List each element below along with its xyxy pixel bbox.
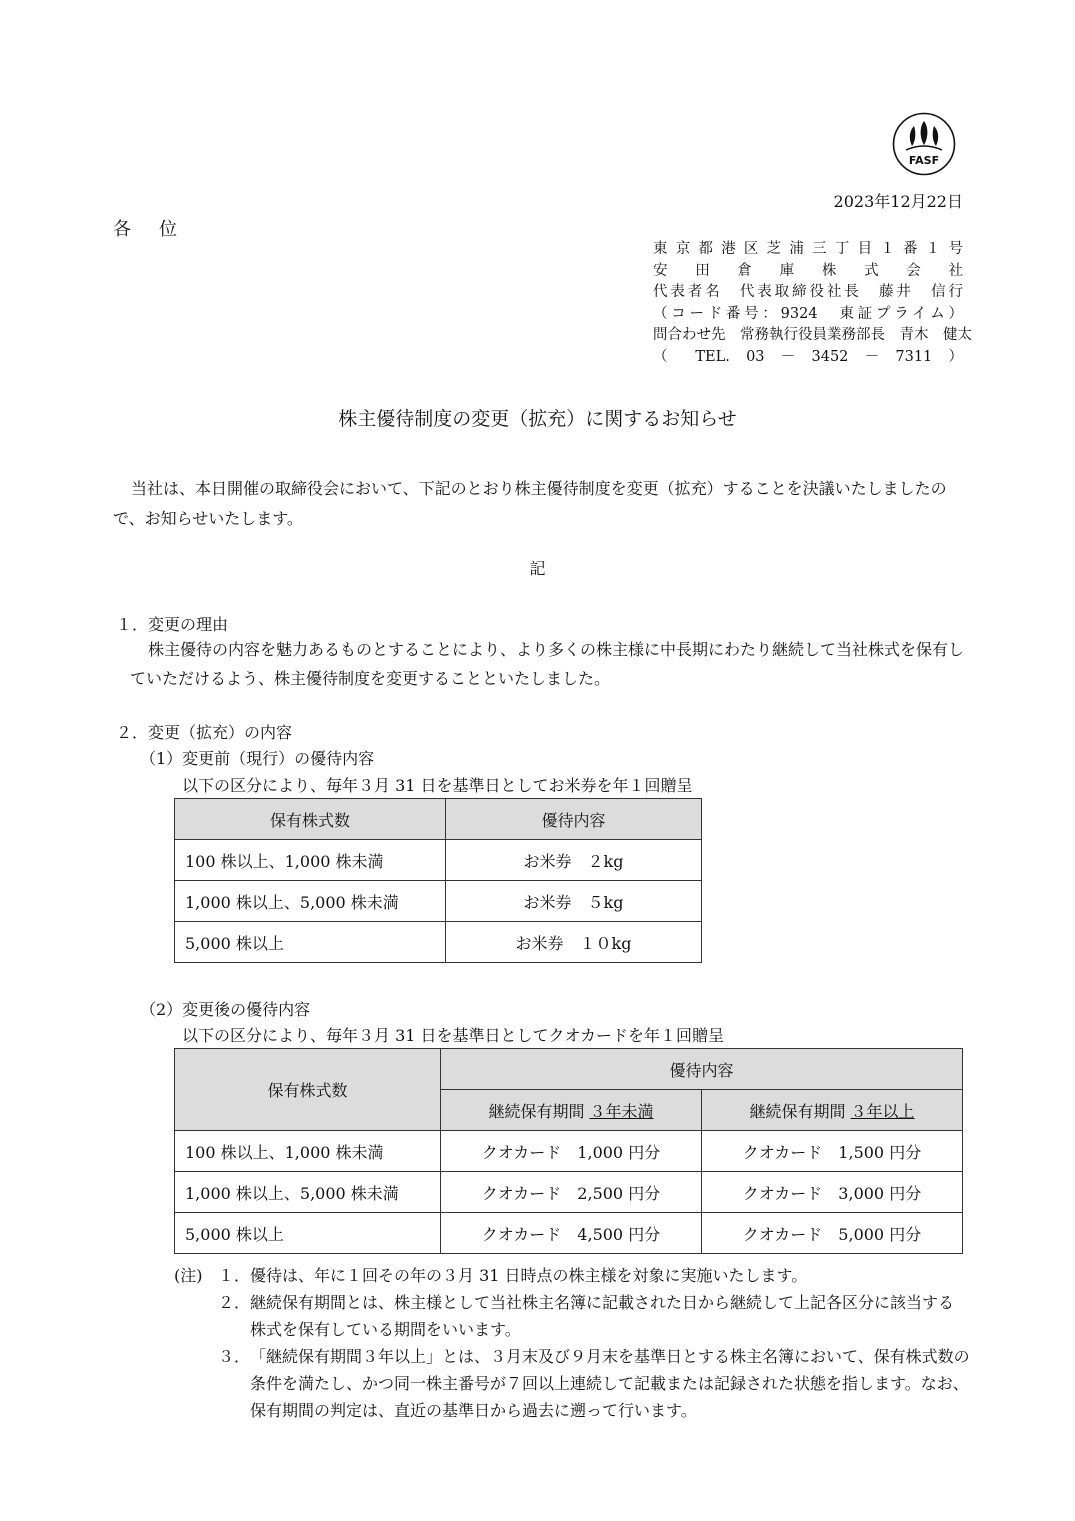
section2-heading: ２．変更（拡充）の内容 bbox=[116, 723, 293, 742]
benefit-cell: クオカード 3,000 円分 bbox=[702, 1172, 963, 1213]
after-lead: 以下の区分により、毎年３月 31 日を基準日としてクオカードを年１回贈呈 bbox=[182, 1026, 725, 1045]
section1-heading: １．変更の理由 bbox=[116, 615, 229, 634]
subheader-prefix: 継続保有期間 bbox=[749, 1101, 846, 1121]
intro-paragraph: 当社は、本日開催の取締役会において、下記のとおり株主優待制度を変更（拡充）することを決議いたしましたので、お知らせいたします。 bbox=[113, 479, 947, 528]
benefit-cell: お米券 ５kg bbox=[446, 881, 702, 922]
shares-cell: 100 株以上、1,000 株未満 bbox=[175, 1131, 441, 1172]
after-table bbox=[174, 1048, 963, 1254]
issuer-representative: 代表者名 代表取締役社長 藤井 信行 bbox=[653, 284, 963, 300]
note-item bbox=[174, 1262, 974, 1289]
table-row bbox=[175, 1131, 963, 1172]
header-benefit: 優待内容 bbox=[441, 1049, 963, 1090]
document-date: 2023年12月22日 bbox=[833, 192, 963, 211]
shares-cell: 1,000 株以上、5,000 株未満 bbox=[175, 881, 446, 922]
note-number: ２． bbox=[218, 1293, 251, 1312]
subheader-period: ３年以上 bbox=[850, 1101, 915, 1121]
fasf-logo bbox=[892, 112, 956, 176]
addressee: 各位 bbox=[113, 219, 205, 240]
table-row bbox=[175, 1172, 963, 1213]
note-text: 「継続保有期間３年以上」とは、３月末及び９月末を基準日とする株主名簿において、保有株式数の条件を満たし、かつ同一株主番号が７回以上連続して記載または記録された状態を指します。なお、保有期間の判定は、直近の基準日から過去に遡って行います。 bbox=[250, 1347, 970, 1420]
note-item bbox=[174, 1343, 974, 1424]
subheader-under-3y bbox=[441, 1090, 702, 1131]
issuer-address: 東京都港区芝浦三丁目１番１号 bbox=[653, 241, 963, 257]
before-table bbox=[174, 798, 702, 963]
issuer-code: （コード番号：9324 東証プライム） bbox=[653, 305, 963, 322]
table-header-row bbox=[175, 799, 702, 840]
subheader-prefix: 継続保有期間 bbox=[488, 1101, 585, 1121]
header-shares: 保有株式数 bbox=[175, 799, 446, 840]
shares-cell: 5,000 株以上 bbox=[175, 922, 446, 963]
note-number: １． bbox=[218, 1266, 251, 1285]
subheader-period: ３年未満 bbox=[589, 1101, 654, 1121]
table-header-row bbox=[175, 1049, 963, 1090]
document-title: 株主優待制度の変更（拡充）に関するお知らせ bbox=[338, 408, 737, 430]
ki-heading: 記 bbox=[529, 559, 546, 578]
subheader-over-3y bbox=[702, 1090, 963, 1131]
note-item bbox=[174, 1289, 974, 1343]
issuer-tel: （ TEL. 03 － 3452 － 7311 ） bbox=[653, 348, 963, 365]
shares-cell: 1,000 株以上、5,000 株未満 bbox=[175, 1172, 441, 1213]
before-lead: 以下の区分により、毎年３月 31 日を基準日としてお米券を年１回贈呈 bbox=[182, 776, 693, 795]
header-benefit: 優待内容 bbox=[446, 799, 702, 840]
note-text: 優待は、年に１回その年の３月 31 日時点の株主様を対象に実施いたします。 bbox=[250, 1266, 808, 1285]
before-heading: （1）変更前（現行）の優待内容 bbox=[140, 749, 375, 768]
note-text: 継続保有期間とは、株主様として当社株主名簿に記載された日から継続して上記各区分に該当する株式を保有している期間をいいます。 bbox=[250, 1293, 955, 1339]
table-row bbox=[175, 922, 702, 963]
header-shares: 保有株式数 bbox=[175, 1049, 441, 1131]
issuer-block bbox=[653, 239, 972, 368]
issuer-company: 安田倉庫株式会社 bbox=[653, 262, 963, 279]
note-number: ３． bbox=[218, 1347, 251, 1366]
benefit-cell: お米券 ２kg bbox=[446, 840, 702, 881]
issuer-contact: 問合わせ先 常務執行役員業務部長 青木 健太 bbox=[653, 327, 972, 343]
benefit-cell: クオカード 4,500 円分 bbox=[441, 1213, 702, 1254]
notes-label: (注) bbox=[174, 1266, 203, 1285]
fasf-logo-text: FASF bbox=[908, 154, 940, 167]
shares-cell: 100 株以上、1,000 株未満 bbox=[175, 840, 446, 881]
benefit-cell: クオカード 1,500 円分 bbox=[702, 1131, 963, 1172]
after-heading: （2）変更後の優待内容 bbox=[140, 1000, 311, 1019]
table-row bbox=[175, 840, 702, 881]
table-row bbox=[175, 1213, 963, 1254]
benefit-cell: クオカード 1,000 円分 bbox=[441, 1131, 702, 1172]
section1-body: 株主優待の内容を魅力あるものとすることにより、より多くの株主様に中長期にわたり継続して当社株式を保有していただけるよう、株主優待制度を変更することといたしました。 bbox=[130, 640, 965, 688]
benefit-cell: クオカード 5,000 円分 bbox=[702, 1213, 963, 1254]
shares-cell: 5,000 株以上 bbox=[175, 1213, 441, 1254]
table-row bbox=[175, 881, 702, 922]
benefit-cell: クオカード 2,500 円分 bbox=[441, 1172, 702, 1213]
benefit-cell: お米券 １０kg bbox=[446, 922, 702, 963]
notes-block bbox=[174, 1262, 974, 1424]
